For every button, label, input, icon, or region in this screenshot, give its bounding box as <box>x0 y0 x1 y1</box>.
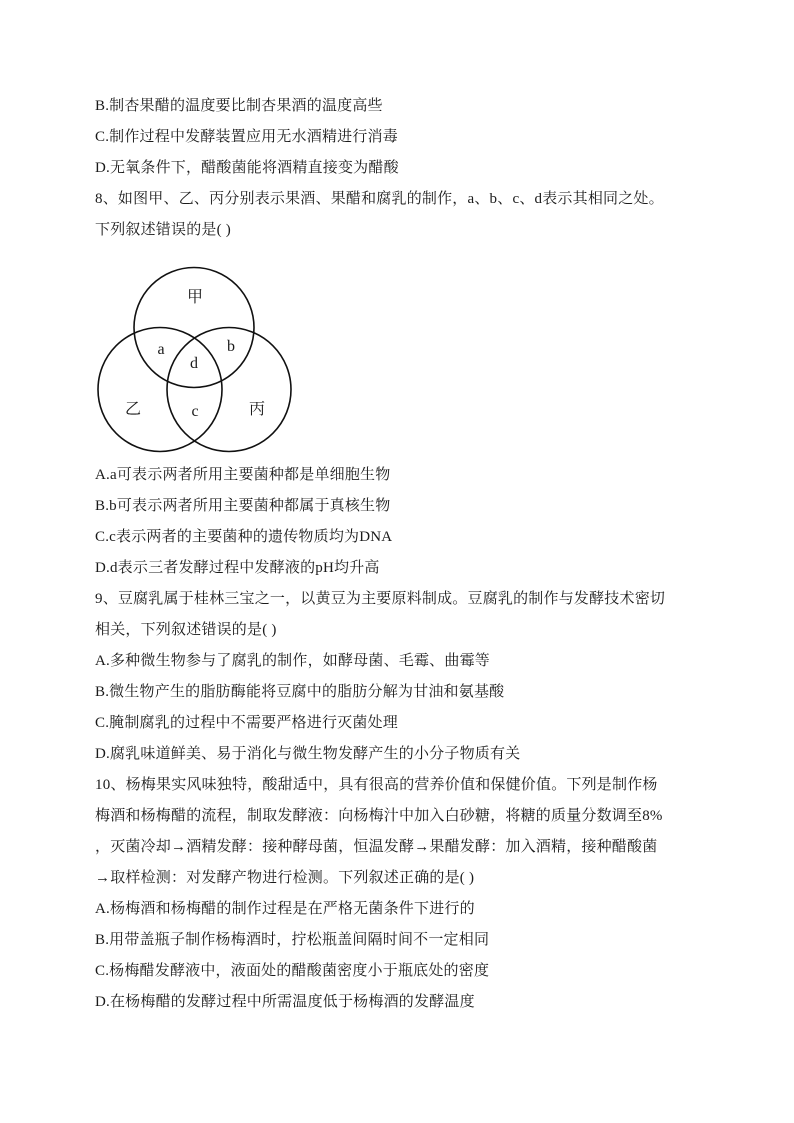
question-stem-line: ，灭菌冷却→酒精发酵：接种酵母菌，恒温发酵→果醋发酵：加入酒精，接种醋酸菌 <box>95 839 658 855</box>
question-stem-line: 梅酒和杨梅醋的流程，制取发酵液：向杨梅汁中加入白砂糖，将糖的质量分数调至8% <box>95 808 663 824</box>
venn-label-b: b <box>227 338 235 355</box>
option-line: B.制杏果醋的温度要比制杏果酒的温度高些 <box>95 98 383 114</box>
page-content <box>95 91 755 1018</box>
option-line: D.无氧条件下，醋酸菌能将酒精直接变为醋酸 <box>95 160 399 176</box>
option-line: B.b可表示两者所用主要菌种都属于真核生物 <box>95 498 391 514</box>
option-line: C.制作过程中发酵装置应用无水酒精进行消毒 <box>95 129 398 145</box>
question-8 <box>95 184 755 584</box>
venn-label-right: 丙 <box>248 401 266 418</box>
option-line: D.在杨梅醋的发酵过程中所需温度低于杨梅酒的发酵温度 <box>95 994 475 1010</box>
question-stem-line: 下列叙述错误的是( ) <box>95 222 231 238</box>
option-line: D.腐乳味道鲜美、易于消化与微生物发酵产生的小分子物质有关 <box>95 746 521 762</box>
option-line: A.多种微生物参与了腐乳的制作，如酵母菌、毛霉、曲霉等 <box>95 653 490 669</box>
venn-diagram <box>95 246 755 460</box>
question-stem-line: 8、如图甲、乙、丙分别表示果酒、果醋和腐乳的制作，a、b、c、d表示其相同之处。 <box>95 191 664 207</box>
question-stem-line: →取样检测：对发酵产物进行检测。下列叙述正确的是( ) <box>95 870 475 886</box>
question-stem-line: 10、杨梅果实风味独特，酸甜适中，具有很高的营养价值和保健价值。下列是制作杨 <box>95 777 658 793</box>
option-line: A.杨梅酒和杨梅醋的制作过程是在严格无菌条件下进行的 <box>95 901 475 917</box>
option-line: A.a可表示两者所用主要菌种都是单细胞生物 <box>95 467 391 483</box>
question-10 <box>95 770 755 1018</box>
option-line: B.用带盖瓶子制作杨梅酒时，拧松瓶盖间隔时间不一定相同 <box>95 932 490 948</box>
option-line: C.杨梅醋发酵液中，液面处的醋酸菌密度小于瓶底处的密度 <box>95 963 490 979</box>
question-stem-line: 9、豆腐乳属于桂林三宝之一，以黄豆为主要原料制成。豆腐乳的制作与发酵技术密切 <box>95 591 666 607</box>
venn-label-left: 乙 <box>124 401 142 418</box>
option-line: D.d表示三者发酵过程中发酵液的pH均升高 <box>95 560 380 576</box>
venn-label-c: c <box>191 403 199 420</box>
question-stem-line: 相关，下列叙述错误的是( ) <box>95 622 277 638</box>
option-line: C.c表示两者的主要菌种的遗传物质均为DNA <box>95 529 393 545</box>
venn-label-top: 甲 <box>186 289 204 306</box>
venn-diagram-svg <box>95 246 315 460</box>
venn-label-d: d <box>190 355 198 372</box>
venn-label-a: a <box>157 341 165 358</box>
option-line: B.微生物产生的脂肪酶能将豆腐中的脂肪分解为甘油和氨基酸 <box>95 684 505 700</box>
question-9 <box>95 584 755 770</box>
option-line: C.腌制腐乳的过程中不需要严格进行灭菌处理 <box>95 715 398 731</box>
question-7-options <box>95 91 755 184</box>
